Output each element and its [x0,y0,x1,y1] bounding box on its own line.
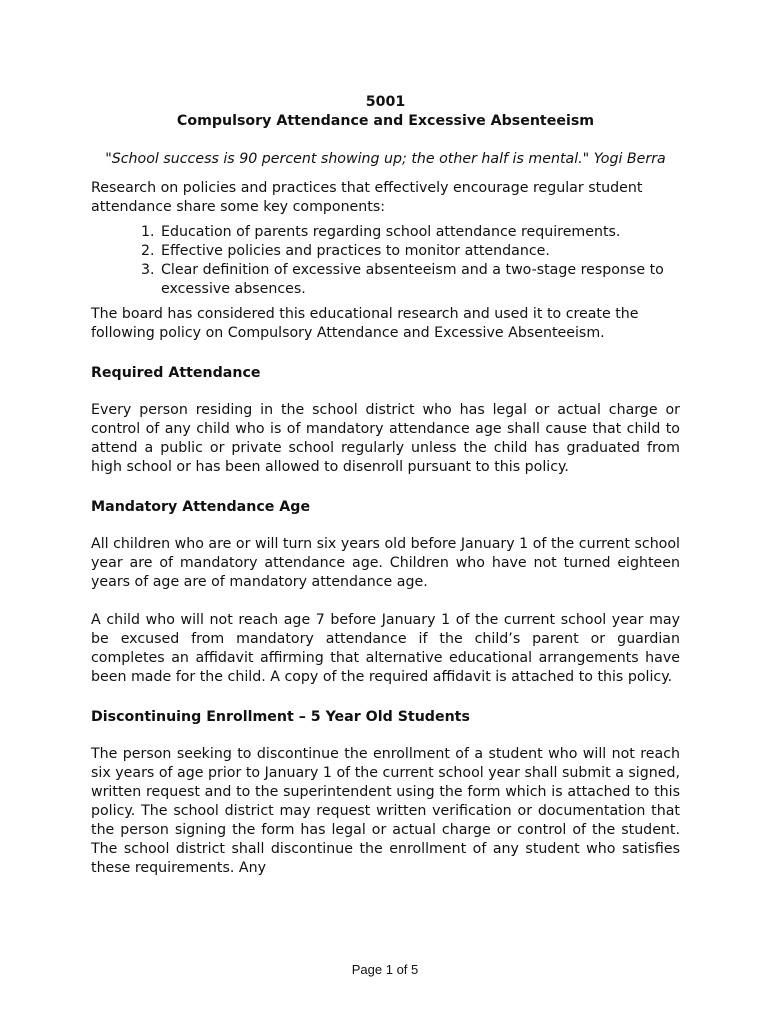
list-item: 2. Effective policies and practices to monitor attendance. [159,242,680,261]
mandatory-age-paragraph-1: All children who are or will turn six years old before January 1 of the current school year are of mandatory attendance age. Children who have not turned eighteen years of age are of mandatory attendance age. [91,536,680,590]
list-item: 3. Clear definition of excessive absenteeism and a two-stage response to excessive absences. [159,261,680,299]
components-list [91,223,680,299]
mandatory-age-paragraph-2: A child who will not reach age 7 before January 1 of the current school year may be excused from mandatory attendance if the child’s parent or guardian completes an affidavit affirming that alternative educational arrangements have been made for the child. A copy of the required affidavit is attached to this policy. [91,612,680,685]
heading-discontinuing-enrollment: Discontinuing Enrollment – 5 Year Old Students [91,709,470,725]
document-page [91,93,680,878]
intro-closing-paragraph: The board has considered this educational research and used it to create the following policy on Compulsory Attendance and Excessive Absenteeism. [91,306,639,341]
heading-mandatory-attendance-age: Mandatory Attendance Age [91,499,311,515]
page-number-footer: Page 1 of 5 [351,962,419,977]
discontinuing-paragraph: The person seeking to discontinue the enrollment of a student who will not reach six years of age prior to January 1 of the current school year shall submit a signed, written request and to the superintendent using the form which is attached to this policy. The school district may request written verification or documentation that the person signing the form has legal or actual charge or control of the student. The school district shall discontinue the enrollment of any student who satisfies these requirements. Any [91,746,680,876]
required-attendance-paragraph: Every person residing in the school district who has legal or actual charge or control of any child who is of mandatory attendance age shall cause that child to attend a public or private school regularly unless the child has graduated from high school or has been allowed to disenroll pursuant to this policy. [91,402,680,475]
heading-required-attendance: Required Attendance [91,365,261,381]
policy-number: 5001 [365,94,406,110]
policy-title: Compulsory Attendance and Excessive Absenteeism [176,113,595,129]
quote: "School success is 90 percent showing up; the other half is mental." Yogi Berra [105,151,666,167]
list-item: 1. Education of parents regarding school attendance requirements. [159,223,680,242]
intro-paragraph: Research on policies and practices that effectively encourage regular student attendance share some key components: [91,180,643,215]
